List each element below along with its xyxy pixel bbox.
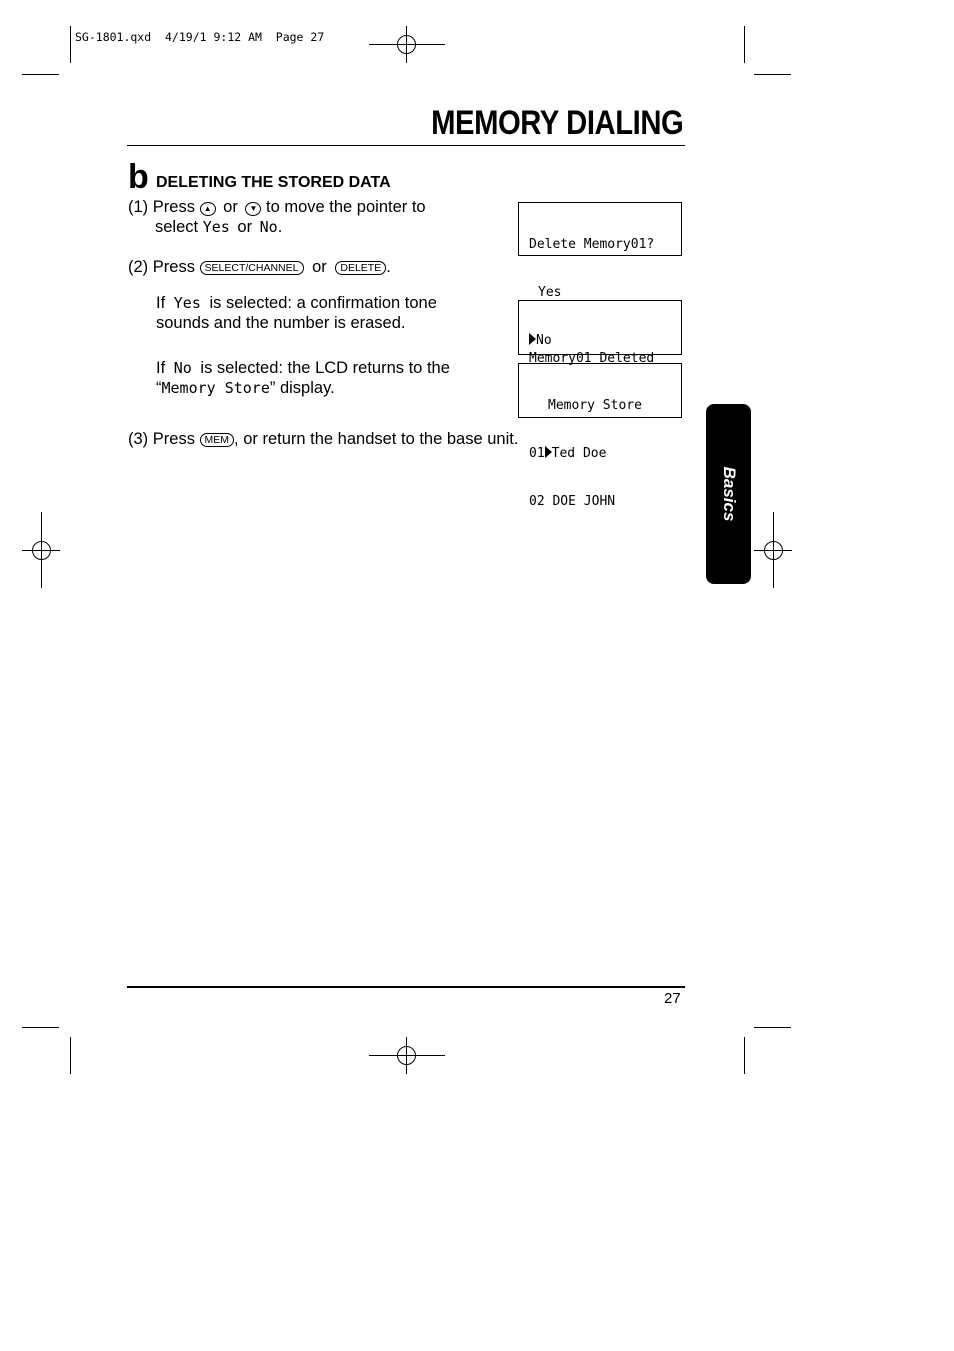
lcd-line: 02 DOE JOHN [529, 494, 616, 509]
step-text: sounds and the number is erased. [156, 314, 406, 332]
step-1 [128, 197, 488, 237]
lcd-screen-delete-confirm [518, 202, 682, 348]
step-text: If [156, 294, 166, 312]
step-number: (2) [128, 258, 149, 276]
down-arrow-icon: ▼ [245, 202, 261, 216]
lcd-line: Yes [538, 285, 562, 300]
select-channel-key: SELECT/CHANNEL [200, 261, 304, 275]
step-text: “ [156, 379, 162, 397]
side-tab [706, 404, 751, 584]
lcd-word-yes: Yes [173, 294, 201, 312]
crop-mark [754, 74, 791, 75]
registration-mark [369, 26, 445, 63]
pointer-icon [545, 446, 552, 458]
step-text: . [386, 258, 391, 276]
crop-mark [22, 74, 59, 75]
page-title: MEMORY DIALING [430, 104, 683, 142]
lcd-line: Memory Store [548, 398, 642, 413]
lcd-line: No [536, 333, 552, 348]
lcd-screen-memory-store [518, 363, 682, 509]
file-info: SG-1801.qxd 4/19/1 9:12 AM Page 27 [75, 30, 325, 44]
step-2-yes-note [156, 293, 496, 333]
section-letter: b [128, 158, 149, 196]
step-text: ” display. [269, 379, 335, 397]
lcd-line: Ted Doe [551, 446, 607, 461]
step-text: to move the pointer to [266, 198, 426, 216]
step-text: Press [152, 198, 195, 216]
step-text: or [223, 198, 238, 216]
step-2 [128, 257, 508, 277]
crop-mark [70, 1037, 71, 1074]
lcd-screen-deleted [518, 300, 682, 366]
step-text: Press [152, 430, 195, 448]
lcd-line: Delete Memory01? [529, 237, 655, 252]
registration-mark [369, 1037, 445, 1074]
crop-mark [744, 1037, 745, 1074]
step-text: or [312, 258, 327, 276]
step-text: select [155, 218, 199, 236]
lcd-word-no: No [259, 218, 278, 236]
lcd-word-memory-store: Memory Store [161, 379, 270, 397]
crop-mark [744, 26, 745, 63]
side-tab-label: Basics [719, 466, 739, 522]
step-2-no-note [156, 358, 496, 398]
step-text: If [156, 359, 166, 377]
step-text: , or return the handset to the base unit. [234, 430, 519, 448]
registration-mark [754, 512, 792, 588]
page-number: 27 [664, 990, 681, 1007]
step-text: Press [152, 258, 195, 276]
step-number: (1) [128, 198, 149, 216]
delete-key: DELETE [335, 261, 386, 275]
title-rule [127, 145, 685, 146]
step-text: or [237, 218, 253, 236]
step-text: is selected: a confirmation tone [209, 294, 437, 312]
step-text: . [277, 218, 283, 236]
lcd-word-yes: Yes [202, 218, 230, 236]
mem-key: MEM [200, 433, 235, 447]
lcd-line: 01 [529, 446, 545, 461]
crop-mark [754, 1027, 791, 1028]
lcd-line: Memory01 Deleted [529, 351, 655, 366]
section-heading: DELETING THE STORED DATA [156, 174, 391, 191]
up-arrow-icon: ▲ [200, 202, 216, 216]
lcd-word-no: No [173, 359, 192, 377]
footer-rule [127, 986, 685, 988]
step-text: is selected: the LCD returns to the [200, 359, 450, 377]
crop-mark [22, 1027, 59, 1028]
registration-mark [22, 512, 60, 588]
crop-mark [70, 26, 71, 63]
step-number: (3) [128, 430, 149, 448]
